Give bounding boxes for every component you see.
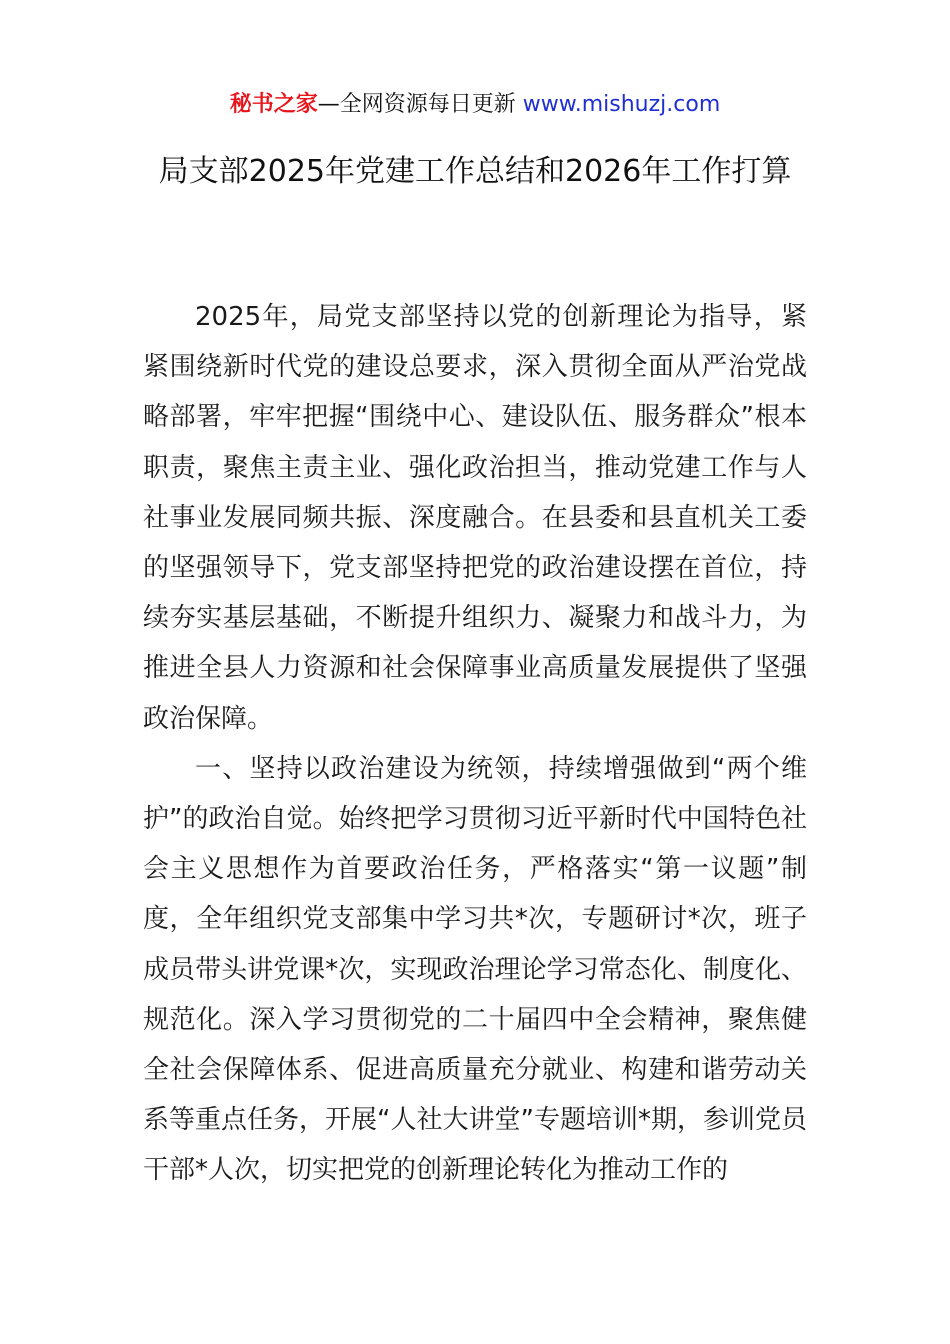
paragraph-section-1: 一、坚持以政治建设为统领，持续增强做到“两个维护”的政治自觉。始终把学习贯彻习近平新时代中国特色社会主义思想作为首要政治任务，严格落实“第一议题”制度，全年组织党支部集中学习共*次，专题研讨*次，班子成员带头讲党课*次，实现政治理论学习常态化、制度化、规范化。深入学习贯彻党的二十届四中全会精神，聚焦健全社会保障体系、促进高质量充分就业、构建和谐劳动关系等重点任务，开展“人社大讲堂”专题培训*期，参训党员干部*人次，切实把党的创新理论转化为推动工作的 (143, 753, 807, 1186)
document-body (143, 292, 807, 1196)
brand-name: 秘书之家 (229, 92, 318, 117)
header-dash: — (317, 92, 340, 117)
site-url-link[interactable]: www.mishuzj.com (522, 92, 721, 117)
document-title: 局支部2025年党建工作总结和2026年工作打算 (158, 154, 792, 189)
header-tagline: 全网资源每日更新 (339, 92, 523, 117)
site-header (0, 86, 950, 124)
paragraph-intro: 2025年，局党支部坚持以党的创新理论为指导，紧紧围绕新时代党的建设总要求，深入贯彻全面从严治党战略部署，牢牢把握“围绕中心、建设队伍、服务群众”根本职责，聚焦主责主业、强化政治担当，推动党建工作与人社事业发展同频共振、深度融合。在县委和县直机关工委的坚强领导下，党支部坚持把党的政治建设摆在首位，持续夯实基层基础，不断提升组织力、凝聚力和战斗力，为推进全县人力资源和社会保障事业高质量发展提供了坚强政治保障。 (143, 302, 807, 734)
